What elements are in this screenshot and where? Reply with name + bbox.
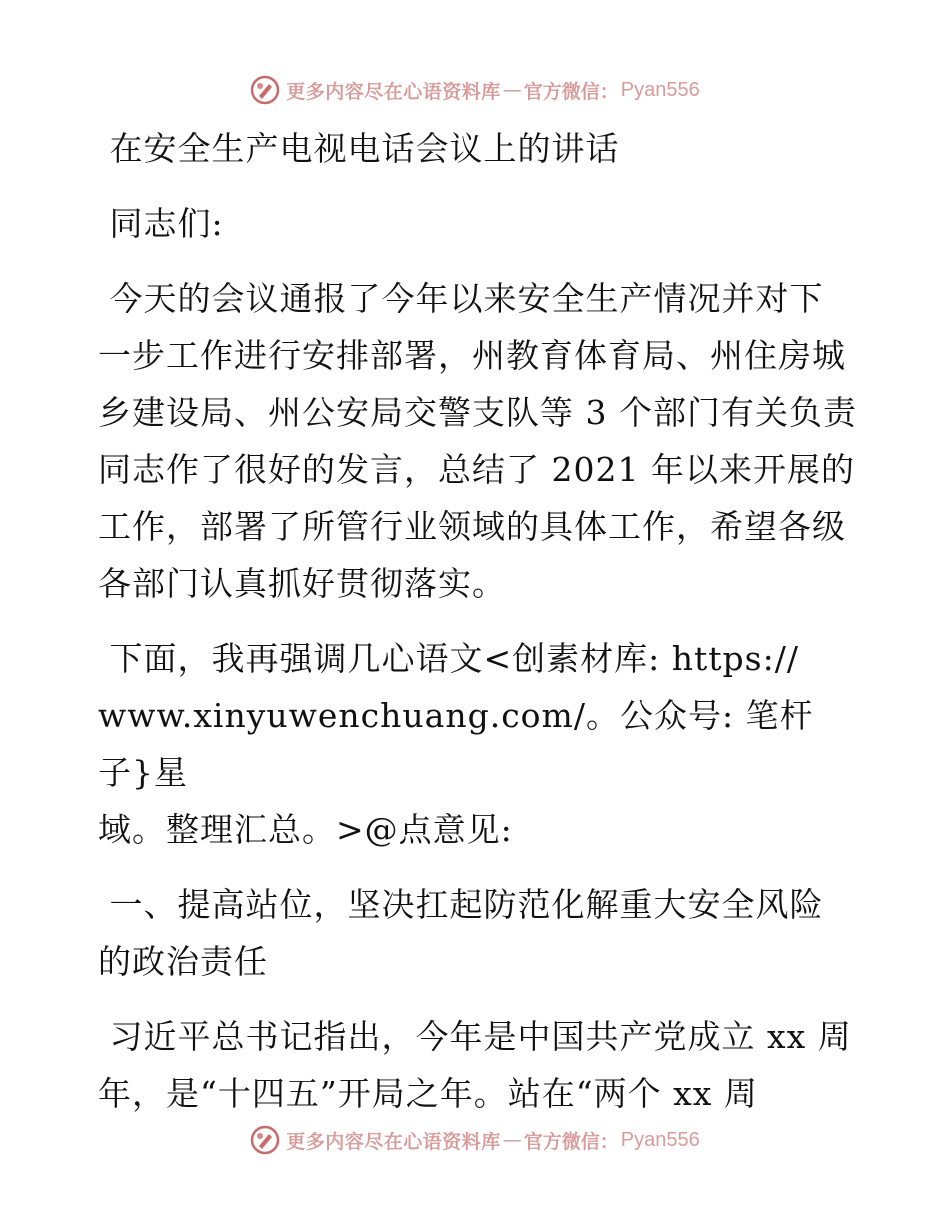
watermark-banner-bottom [0, 1120, 950, 1160]
paragraph-line: 各部门认真抓好贯彻落实。 [98, 564, 506, 603]
banner-main-text: 更多内容尽在心语资料库 [286, 1130, 501, 1153]
banner-official-label: 官方微信： [523, 1130, 619, 1153]
banner-wechat-id: Pyan556 [620, 1128, 700, 1151]
heading-line: 的政治责任 [98, 942, 268, 981]
watermark-banner-top [0, 70, 950, 110]
paragraph-line: 同志作了很好的发言，总结了 2021 年以来开展的 [98, 450, 855, 489]
paragraph-line: 域。整理汇总。>@点意见: [98, 810, 513, 849]
paragraph-1 [98, 270, 858, 612]
greeting: 同志们: [98, 204, 224, 243]
paragraph-2 [98, 630, 858, 858]
paragraph-3 [98, 1008, 858, 1122]
brand-logo-icon [250, 1125, 280, 1155]
paragraph-line: 乡建设局、州公安局交警支队等 3 个部门有关负责 [98, 393, 857, 432]
paragraph-line: 下面，我再强调几心语文<创素材库: https:// [98, 639, 799, 678]
banner-dash: — [502, 1129, 522, 1151]
banner-dash: — [502, 79, 522, 101]
banner-main-text: 更多内容尽在心语资料库 [286, 80, 501, 103]
paragraph-line: 工作，部署了所管行业领域的具体工作，希望各级 [98, 507, 846, 546]
document-title: 在安全生产电视电话会议上的讲话 [98, 129, 620, 168]
paragraph-line: 一步工作进行安排部署，州教育体育局、州住房城 [98, 336, 846, 375]
section-heading-1 [98, 876, 858, 990]
paragraph-line: 今天的会议通报了今年以来安全生产情况并对下 [98, 279, 824, 318]
brand-logo-icon [250, 75, 280, 105]
document-body [98, 120, 858, 1122]
banner-wechat-id: Pyan556 [620, 78, 700, 101]
banner-official-label: 官方微信： [523, 80, 619, 103]
paragraph-line: 年，是“十四五”开局之年。站在“两个 xx 周 [98, 1074, 758, 1113]
heading-line: 一、提高站位，坚决扛起防范化解重大安全风险 [98, 885, 824, 924]
paragraph-line: 习近平总书记指出，今年是中国共产党成立 xx 周 [98, 1017, 852, 1056]
paragraph-line: www.xinyuwenchuang.com/。公众号: 笔杆子}星 [98, 696, 814, 792]
